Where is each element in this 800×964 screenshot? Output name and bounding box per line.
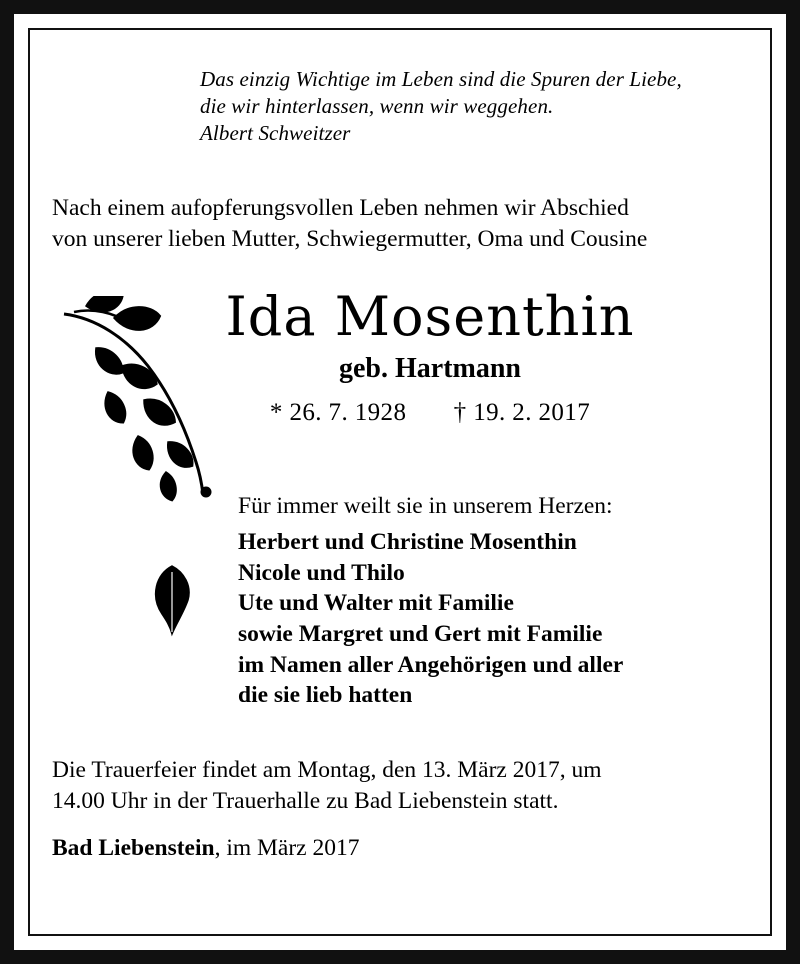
service-details: [52, 755, 748, 864]
place-date: , im März 2017: [214, 834, 360, 861]
list-item: Ute und Walter mit Familie: [238, 590, 514, 617]
place-name: Bad Liebenstein: [52, 834, 215, 861]
list-item: Nicole und Thilo: [238, 559, 405, 586]
birth-date: * 26. 7. 1928: [269, 399, 407, 427]
quote-author: Albert Schweitzer: [200, 120, 351, 145]
notice-content: [14, 14, 786, 950]
death-date: † 19. 2. 2017: [453, 399, 591, 427]
intro-line-2: von unserer lieben Mutter, Schwiegermutter, Oma und Cousine: [52, 225, 648, 252]
quote-block: [200, 66, 748, 147]
deceased-name: Ida Mosenthin: [225, 284, 635, 348]
list-item: sowie Margret und Gert mit Familie: [238, 620, 603, 647]
life-dates: [112, 399, 748, 427]
quote-line-2: die wir hinterlassen, wenn wir weggehen.: [200, 93, 554, 118]
service-line-2: 14.00 Uhr in der Trauerhalle zu Bad Liebenstein statt.: [52, 787, 559, 814]
service-line-1: Die Trauerfeier findet am Montag, den 13. März 2017, um: [52, 756, 602, 783]
mourners-list: [238, 527, 748, 710]
list-item: die sie lieb hatten: [238, 682, 413, 709]
place-and-date: [52, 833, 748, 864]
maiden-name: geb. Hartmann: [339, 353, 521, 385]
intro-line-1: Nach einem aufopferungsvollen Leben nehmen wir Abschied: [52, 194, 629, 221]
mourn-intro: Für immer weilt sie in unserem Herzen:: [238, 493, 613, 520]
intro-block: [52, 193, 748, 255]
list-item: im Namen aller Angehörigen und aller: [238, 651, 624, 678]
name-block: [52, 284, 748, 428]
quote-line-1: Das einzig Wichtige im Leben sind die Spuren der Liebe,: [200, 67, 682, 91]
list-item: Herbert und Christine Mosenthin: [238, 529, 577, 556]
single-leaf-icon: [142, 562, 202, 642]
